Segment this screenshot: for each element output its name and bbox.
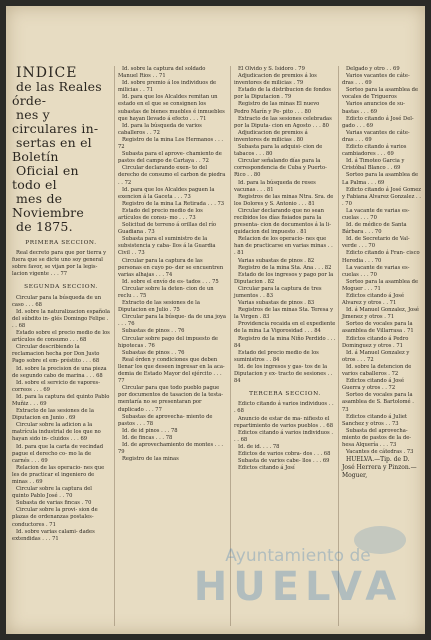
index-entry: Extracto de las sesiones de la Diputacion en Junio . 69 [12,408,94,422]
title-line: mes de Noviembre [12,191,84,220]
index-entry: Edictos citando á varios individuos . . . 68 [234,429,334,443]
section-heading: SEGUNDA SECCION. [24,284,98,291]
index-entry: Id. de fincas . . . 78 [122,434,173,441]
index-entry: Circular para que todo pueblo pague por documentos de tasacion de la testa- mentaría no se presentaran por duplicado . . . 77 [118,385,223,413]
index-entry: Id. para la búsqueda de varios caballeros . . 72 [118,122,202,136]
title-line: sertas en el Boletín [12,135,92,164]
index-entry: Id. sobre la precision de una pieza de segundo cabo de marina . . . 68 [12,365,107,379]
index-entry: La vacante de varias es- cuelas . . . 70 [342,264,410,278]
column-rule [338,66,339,626]
index-entry: Varios vacantes de cáte- dras . . . 69 [342,73,410,87]
index-entry: Registros de las minas Sta. Teresa y la Virgen . 83 [234,307,334,321]
column-4 [342,66,422,480]
index-entry: Registro de la mina Sta. Ana . . . 82 [238,264,332,271]
index-entry: Sorteo para la asamblea de La Palma . . . 69 [342,172,419,186]
column-rule [114,66,115,626]
title-line: de las Reales órde- [12,79,102,108]
index-entry: Sorteo de vocales para la asamblea de S. Bartolomé . 73 [342,392,414,413]
index-entry: Subastas de aprovecha- miento de pastos . . . 78 [118,413,213,427]
index-entry: Circular declarando exen- to del derecho de consumo el carbon de piedra . . 72 [118,165,226,186]
index-entry: Subasta para el aprove- chamiento de pastos del campo de Cartaya . . 72 [118,151,222,165]
printer-imprint: HUELVA.—Tip. de D. José Herrera y Pinzon.—Moguer, [342,456,417,480]
index-entry: Sorteo para la asamblea de Moguer . . . 71 [342,278,419,292]
index-entry: Subasta para la adquisi- cion de tabacos . . . 80 [234,144,323,158]
index-entry: Circular para la captura de las personas en cuyo po- der se encuentren varias alhajas . . . 74 [118,257,224,278]
title-line: Oficial en todo el [12,163,79,192]
index-title [12,66,110,234]
index-entry: Extracto de las sesiones celebradas por la Diputa- cion en Agosto . . . 80 [234,115,332,129]
index-entry: Circular sobre la deten- cion de un reclu . . 75 [118,285,214,299]
index-entry: Subasta para el suministro de la subsistencia y caba- llos á la Guardia Civil . . 73 [118,236,216,257]
index-entry: Real decreto para que por tierra y fuera que se dicte uno soy general sobre favor, se vijan por la legis- lacion vigente . . . 77 [12,250,107,278]
index-entry: Registro de la mina Niño Perdido . . . 84 [234,335,336,349]
index-entry: Id. para la búsqueda de reses vacunas . . . 81 [234,179,316,193]
title-line: INDICE [16,65,78,81]
index-entry: Id. de Secretario de Val- verde . . . 70 [342,236,410,250]
index-entry: Id. para que los Alcaldes remitan un estado en el que se consignen los subastas de bienes muebles é inmuebles que hayan llevado á efecto . . . 71 [118,94,225,122]
index-entry: Subastas de pinos . . 76 [122,349,185,356]
index-entry: Id. de médico de Santa Bárbara . . . 70 [342,222,407,236]
index-entry: Id. sobre la naturalizacion española del súbdito in- glés Domingo Felipe . . . 68 [12,308,110,329]
index-entry: Registro de las minas El nuevo Pedro Marín y Pe- pito . . . 80 [234,101,320,115]
index-entry: Registro de la mina Los Hermanos . . . 72 [118,136,224,151]
index-entry: Adjudicacion de premios á los inventores de milicias . 79 [234,73,317,87]
index-entry: Id. para que la carta de vecindad pague el derecho co- mo la de carnés . . . 69 [12,443,104,464]
column-2 [118,66,226,463]
index-entry: Varias subastas de pinos . 82 [238,257,315,264]
index-entry: Id. de id pinos . . . 78 [122,427,178,434]
index-entry: Edicto citando á José Gomez y Fabiana Alvarez Gonzalez . . . 70 [342,186,422,207]
index-entry: Extracto de las sesiones de la Diputacion en Julio . 75 [118,300,200,314]
index-entry: Solicitud de terreno á orillas del río Guadiana . 73 [118,222,216,236]
index-entry: Circular sobre la provi- sion de plazas de ordenanzas postales-conductores . 71 [12,507,98,528]
index-entry: Registro de las minas [122,456,179,463]
index-entry: Adjudicacion de premios á inventores de milicias . 80 [234,129,308,143]
section-heading: TERCERA SECCION. [249,391,321,398]
index-entry: Id. sobre el envío de es- tados . . . 75 [122,278,219,285]
index-entry: Estado del precio medio de los suministros . . 84 [234,349,319,363]
index-entry: Delgado y otro . . 69 [346,66,400,72]
index-entry: Id. sobre la captura del soldado Manuel Rios . . 71 [118,66,206,80]
index-entry: Circular declarando que no sean recibidos los días fisiados para la presenta- cion de documentos á la li- quidacion del impuesto . 81 [234,207,331,236]
index-entry: Estado sobre el precio medio de los artículos de consumo . . . 68 [12,330,110,344]
index-entry: Varias vacantes de cáte- dras . . . 69 [342,129,410,143]
index-entry: Circular sobre pago del impuesto de hipotecas . 76 [118,335,218,349]
index-entry: Vacantes de cátedras . 73 [346,449,414,456]
index-entry: Anuncio de estar de ma- nifiesto el repartimiento de varios pueblos . . 68 [234,415,334,429]
index-entry: Id. sobre varias calami- dades extendidas . . . 71 [12,528,95,542]
index-entry: Circular describiendo la reclamacion hecha por Don Justo Pago sobre el em- préstito . . . 68 [12,344,100,365]
index-entry: Id. á Timoteo Garcia y Cristóbal Blanco . . 69 [342,158,405,172]
index-entry: Edictos citando á José Alvarez y otros . . 71 [342,293,405,307]
index-entry: Registros de las minas Ntra. Sra. de los Dolores y S. Antonio . . . 81 [234,193,334,207]
index-entry: Id. para que los Alcaldes paguen la exencion á la Gaceta . . . 73 [118,186,215,200]
watermark-line: Ayuntamiento de [225,546,371,566]
column-3 [234,66,336,472]
title-line: nes y circulares in- [12,107,99,136]
index-entry: Circular sobre la captura del quinto Pablo José . . 70 [12,486,92,500]
index-entry: Id. de los ingresos y gas- tos de la Diputacion y ex- tracto de sesiones . . 84 [234,363,333,385]
index-entry: Edicto citando á varios individuos . . . 68 [234,401,334,415]
column-1 [12,66,110,543]
index-entry: Subasta del aprovecha- miento de pastos de la de- hesa Alquería . . . 73 [342,427,412,448]
index-entry: Subasta de varias fincas . 70 [16,500,92,507]
index-entry: Id. á Manuel Gonzalez y otros . . . 72 [342,349,410,363]
title-line: de 1875. [16,219,73,234]
index-entry: Edictos citando á Pedro Dominguez y otros . 71 [342,335,409,349]
index-entry: Edicto citando á José Del- gado . . . 69 [342,115,414,129]
column-rule [230,66,231,626]
index-entry: Relacion de los operacio- nes que han de practicarse en varias minas . . . 81 [234,236,333,257]
index-entry: Estado del precio medio de los artículos de consu- mo . . . 73 [118,207,203,221]
watermark-line: HUELVA [193,564,403,610]
index-entry: Subastas de pinos . . 76 [122,328,185,335]
index-entry: El Olvido y S. Isidoro . 79 [238,66,305,72]
index-entry: Estado de los ingresos y pago por la Diputacion . 82 [234,271,334,285]
index-entry: Circular señalando días para la correspondencia de Cuba y Puerto-Rico . . 80 [234,158,327,179]
index-entry: Id. sobre el servicio de vapores-correos . . . 69 [12,379,100,393]
index-entry: Registro de la mina La Retirada . . . 73 [122,200,225,207]
index-entry: Varios anuncios de su- bastas . . . 69 [342,101,405,115]
index-entry: La vacante de varias es- cuelas . . . 70 [342,207,410,221]
index-entry: Relacion de las operacio- nes que les de practicar el ingeniero de minas . . 69 [12,464,105,485]
index-entry: Edictos de varios cobra- dos . . . 68 [238,450,331,457]
index-entry: Edicto citando á varios cambiadores . . . 69 [342,144,407,158]
index-entry: Subasta de varios cabe- llos . . . 69 [238,458,330,465]
index-entry: Edictos citando á Juliet Sanchez y otros . . 73 [342,413,408,427]
index-entry: Id. sobre la detencion de varios caballeros . 72 [342,363,412,378]
document-page [6,6,425,634]
index-entry: Circular para la búsqueda de un caso . . . 68 [12,294,102,308]
index-entry: Edictos citando á José Guerra y otros . . 72 [342,378,405,392]
index-entry: Sorteo de vocales para la asamblea de Villarrasa . 71 [342,321,414,335]
section-heading: PRIMERA SECCION. [25,240,97,246]
index-entry: Estado de la distribucion de fondos por la Diputacion . 79 [234,87,331,101]
index-entry: Circular sobre la adicion a la matrícula industrial de los que no hayan sido in- cluidos . . . 69 [12,422,101,443]
index-entry: Id. para la captura del quinto Pablo Muñiz . . . 69 [12,393,110,407]
index-entry: Id. de aprovechamiento de montes . . . 79 [118,441,224,456]
index-entry: Edicto citando á Fran- cisco Heredia . . . 70 [342,250,420,264]
index-entry: Sorteo para la asamblea de vocales de Trigueros [342,87,419,101]
index-entry: Id. de id. . . . 78 [238,443,280,450]
index-entry: Circular para la captura de tres jumentos . . 83 [234,285,322,299]
index-entry: Id. sobre premio á los individuos de milicias . . 71 [118,80,217,94]
index-entry: Circular para la búsque- da de una joya . . . 76 [118,314,227,328]
index-entry: Real órden y condiciones que deben llenar los que deseen ingresar en la aca- demia de Estado Mayor del ejército . . . 77 [118,356,225,385]
index-entry: Providencia recaida en el expediente de la mina La Vigorosidad . . . 84 [234,321,336,335]
index-entry: Varias subastas de pinos . 83 [238,300,315,307]
index-entry: Edictos citando á Josí [238,465,295,472]
index-entry: Id. á Manuel Gonzalez, José Jimenez y otros . 71 [342,307,420,321]
watermark [178,546,418,608]
